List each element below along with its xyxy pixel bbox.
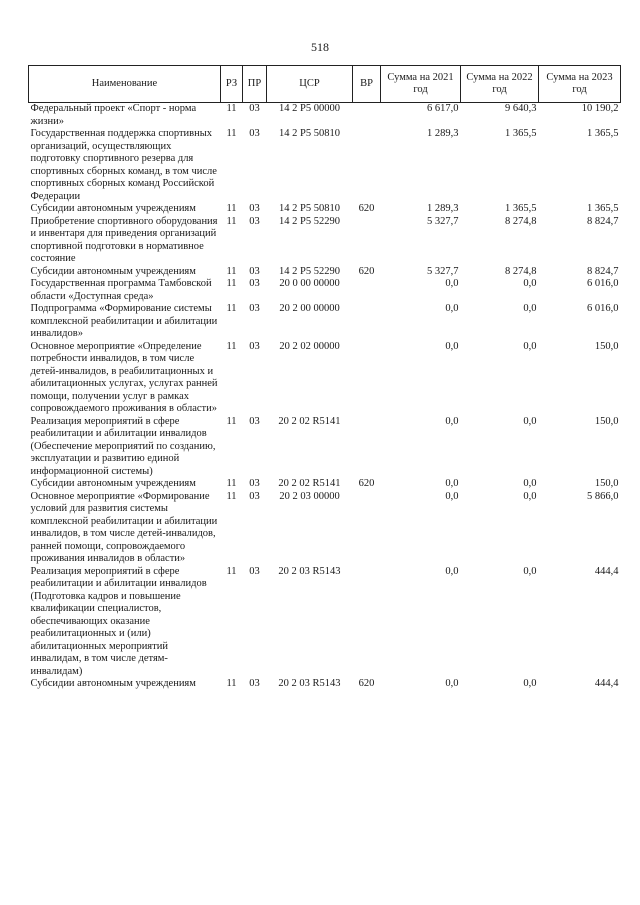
row-sum-2022: 0,0 [523,478,537,489]
row-sum-2021: 0,0 [445,565,459,577]
table-row [29,678,621,691]
row-sum-2021: 0,0 [445,678,459,689]
row-sum-2022: 0,0 [523,678,537,689]
table-row [29,266,621,279]
row-name: Подпрограмма «Формирование системы комплексной реабилитации и абилитации инвалидов» [30,303,218,339]
row-sum-2023: 444,4 [594,565,619,577]
row-name: Субсидии автономным учреждениям [30,478,196,489]
row-pr: 03 [249,128,260,139]
row-sum-2021: 0,0 [445,278,459,289]
row-sum-2021: 5 327,7 [427,215,459,227]
row-sum-2023: 1 365,5 [587,203,619,214]
row-sum-2022: 0,0 [523,490,537,502]
row-rz: 11 [226,303,237,314]
row-name: Субсидии автономным учреждениям [30,678,196,689]
row-rz: 11 [226,415,237,427]
row-sum-2023: 8 824,7 [587,215,619,227]
row-csr: 20 2 02 R5141 [278,415,341,427]
budget-table [28,65,621,691]
row-rz: 11 [226,128,237,139]
row-vr [353,491,381,566]
row-csr: 20 0 00 00000 [279,278,340,289]
row-name: Государственная программа Тамбовской области «Доступная среда» [30,278,212,302]
row-csr: 14 2 P5 52290 [279,265,340,277]
row-sum-2022: 9 640,3 [505,103,537,114]
row-vr [353,341,381,416]
table-row [29,103,621,129]
row-rz: 11 [226,678,237,689]
row-sum-2021: 1 289,3 [427,128,459,139]
row-pr: 03 [249,678,260,689]
row-vr [353,303,381,341]
row-csr: 20 2 03 00000 [279,490,340,502]
row-sum-2021: 0,0 [445,415,459,427]
row-sum-2022: 0,0 [523,415,537,427]
row-sum-2023: 10 190,2 [581,103,619,114]
table-row [29,278,621,303]
row-rz: 11 [226,478,237,489]
row-sum-2023: 150,0 [594,415,619,427]
row-sum-2021: 1 289,3 [427,203,459,214]
row-vr: 620 [358,478,375,489]
row-name: Реализация мероприятий в сфере реабилитации и абилитации инвалидов (Обеспечение мероприятий по созданию, эксплуатации и развитию единой информационной системы) [30,415,216,477]
header-sum-2023: Сумма на 2023 год [539,66,621,103]
row-pr: 03 [249,490,260,502]
row-name: Субсидии автономным учреждениям [30,203,196,214]
table-row [29,341,621,416]
table-row [29,416,621,479]
row-rz: 11 [226,203,237,214]
row-sum-2022: 0,0 [523,340,537,352]
row-csr: 14 2 P5 50810 [279,128,340,139]
row-csr: 20 2 02 00000 [279,340,340,352]
row-csr: 20 2 03 R5143 [278,565,341,577]
row-sum-2021: 0,0 [445,490,459,502]
row-sum-2023: 5 866,0 [587,490,619,502]
header-sum-2022: Сумма на 2022 год [461,66,539,103]
row-vr [353,416,381,479]
row-sum-2022: 0,0 [523,303,537,314]
table-row [29,216,621,266]
row-sum-2023: 8 824,7 [587,265,619,277]
table-row [29,491,621,566]
row-name: Федеральный проект «Спорт - норма жизни» [30,103,197,127]
row-rz: 11 [226,265,237,277]
header-sum-2021: Сумма на 2021 год [381,66,461,103]
row-sum-2022: 0,0 [523,278,537,289]
row-csr: 20 2 03 R5143 [278,678,341,689]
row-pr: 03 [249,203,260,214]
row-csr: 20 2 02 R5141 [278,478,341,489]
row-rz: 11 [226,278,237,289]
row-pr: 03 [249,478,260,489]
row-pr: 03 [249,278,260,289]
row-csr: 20 2 00 00000 [279,303,340,314]
row-sum-2023: 6 016,0 [587,303,619,314]
row-name: Приобретение спортивного оборудования и инвентаря для приведения организаций спортивной подготовки в нормативное состояние [30,215,218,264]
row-vr [353,128,381,203]
row-vr [353,103,381,129]
header-pr: ПР [243,66,267,103]
row-vr: 620 [358,265,375,277]
row-sum-2022: 8 274,8 [505,265,537,277]
table-row [29,478,621,491]
row-vr: 620 [358,203,375,214]
row-vr [353,216,381,266]
row-vr [353,278,381,303]
table-row [29,203,621,216]
row-sum-2023: 150,0 [594,478,619,489]
row-sum-2023: 1 365,5 [587,128,619,139]
row-vr: 620 [358,678,375,689]
row-pr: 03 [249,415,260,427]
header-rz: РЗ [221,66,243,103]
row-rz: 11 [226,103,237,114]
row-sum-2022: 1 365,5 [505,203,537,214]
table-header-row [29,66,621,103]
page-number: 518 [311,40,329,54]
row-sum-2021: 6 617,0 [427,103,459,114]
header-vr: ВР [353,66,381,103]
row-csr: 14 2 P5 50810 [279,203,340,214]
header-name: Наименование [29,66,221,103]
table-row [29,566,621,679]
row-sum-2022: 8 274,8 [505,215,537,227]
row-rz: 11 [226,215,237,227]
row-name: Субсидии автономным учреждениям [30,265,196,277]
row-vr [353,566,381,679]
row-sum-2022: 1 365,5 [505,128,537,139]
row-pr: 03 [249,215,260,227]
table-row [29,303,621,341]
row-sum-2023: 150,0 [594,340,619,352]
row-sum-2021: 0,0 [445,303,459,314]
row-rz: 11 [226,490,237,502]
row-sum-2021: 0,0 [445,340,459,352]
table-row [29,128,621,203]
row-sum-2023: 444,4 [594,678,619,689]
row-pr: 03 [249,103,260,114]
row-pr: 03 [249,565,260,577]
row-name: Основное мероприятие «Формирование условий для развития системы комплексной реабилитации и абилитации инвалидов, в том числе детей-инвалидов, ранней помощи, сопровождаемого проживания инвалидов в области» [30,490,218,564]
row-name: Государственная поддержка спортивных организаций, осуществляющих подготовку спортивного резерва для спортивных сборных команд, в том числе спортивных сборных команд Российской Федерации [30,128,217,202]
row-csr: 14 2 P5 52290 [279,215,340,227]
row-name: Основное мероприятие «Определение потребности инвалидов, в том числе детей-инвалидов, в реабилитационных и абилитационных услугах, услугах ранней помощи, получении услуг в рамках сопровождаемого проживания в области» [30,340,218,414]
row-rz: 11 [226,340,237,352]
row-rz: 11 [226,565,237,577]
row-pr: 03 [249,265,260,277]
header-csr: ЦСР [267,66,353,103]
row-sum-2021: 5 327,7 [427,265,459,277]
row-sum-2021: 0,0 [445,478,459,489]
row-pr: 03 [249,340,260,352]
row-pr: 03 [249,303,260,314]
row-name: Реализация мероприятий в сфере реабилитации и абилитации инвалидов (Подготовка кадров и повышение квалификации специалистов, обеспечивающих оказание реабилитационных и (или) абилитационных мероприятий инвалидам, в том числе детям-инвалидам) [30,565,207,677]
row-sum-2023: 6 016,0 [587,278,619,289]
row-sum-2022: 0,0 [523,565,537,577]
row-csr: 14 2 P5 00000 [279,103,340,114]
